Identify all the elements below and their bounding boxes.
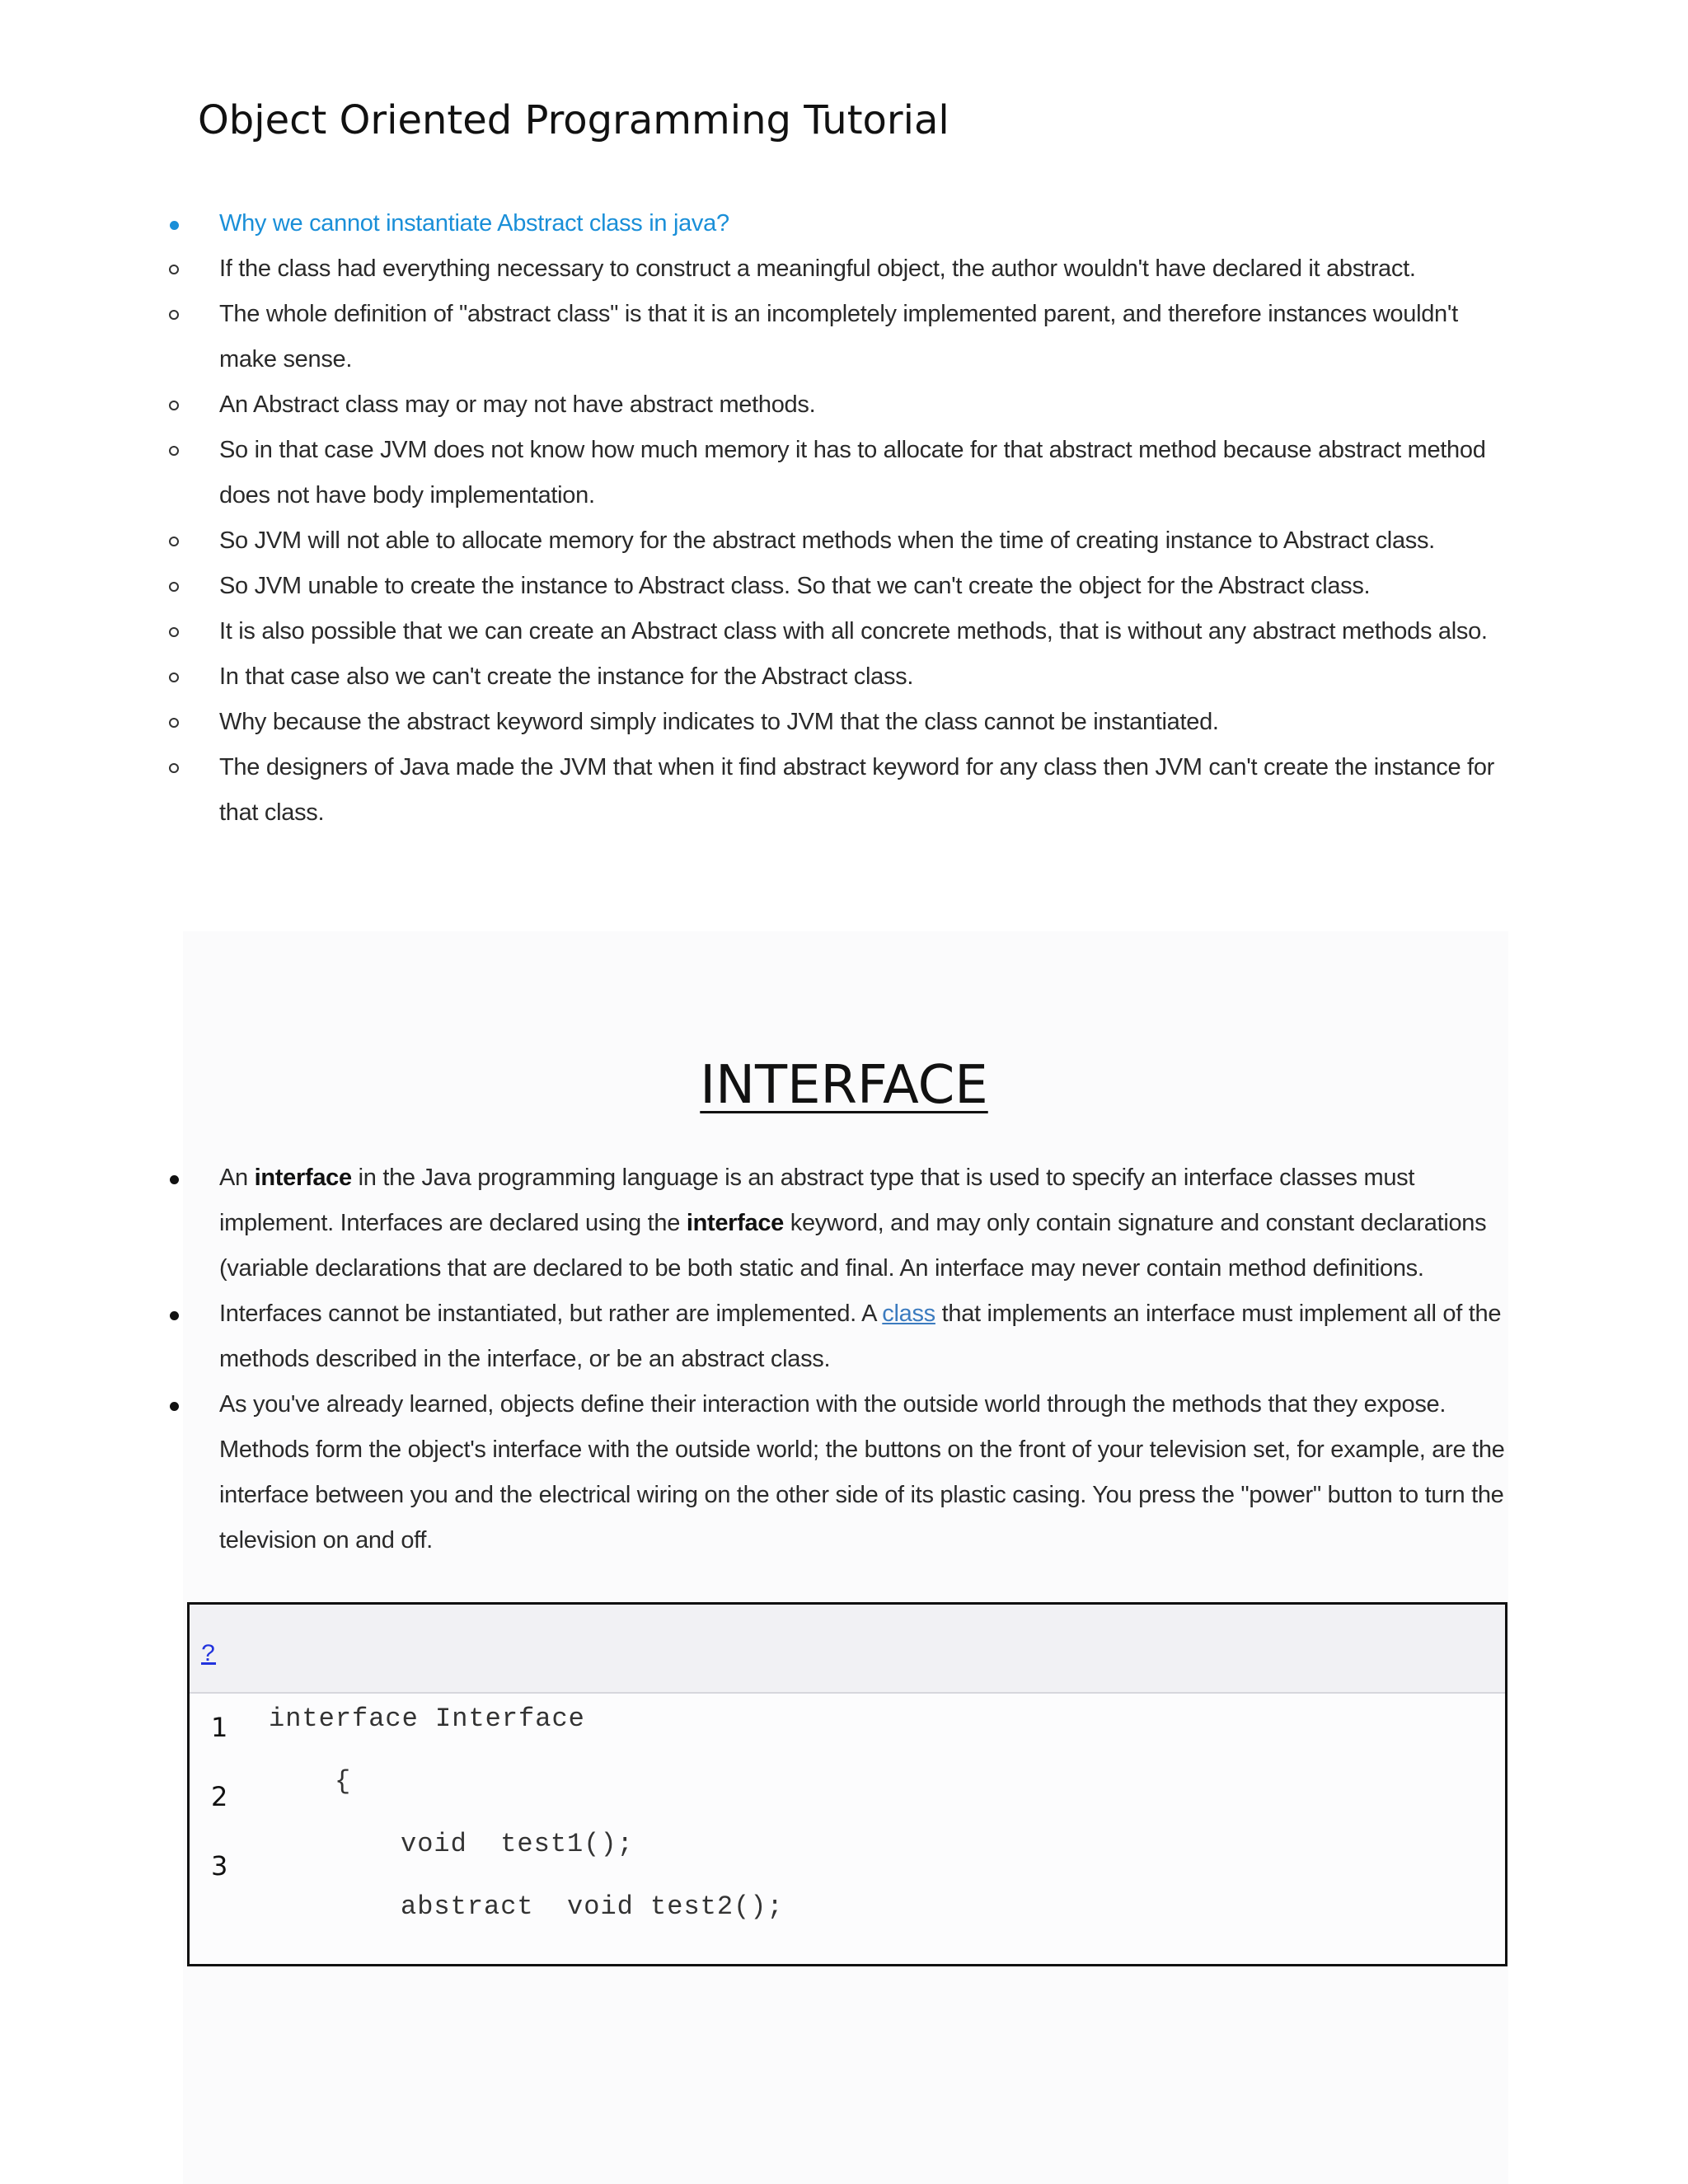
abstract-faq-list <box>165 201 1517 836</box>
faq-question[interactable] <box>165 201 1517 246</box>
bullet-circle-icon <box>169 718 179 728</box>
answer-item <box>165 246 1517 292</box>
code-line: void test1(); <box>401 1829 634 1859</box>
answer-item <box>165 700 1517 745</box>
text-segment: An <box>219 1165 255 1191</box>
bullet-dot-icon <box>170 1175 179 1184</box>
faq-question-text[interactable]: Why we cannot instantiate Abstract class in java? <box>219 210 729 237</box>
answer-item <box>165 382 1517 428</box>
answer-item <box>165 518 1517 564</box>
bullet-circle-icon <box>169 582 179 592</box>
bullet-circle-icon <box>169 537 179 546</box>
bullet-circle-icon <box>169 310 179 320</box>
text-segment: in the Java programming language is an abstract type that is used to specify an interface classes must implement. Interfaces are declared using the <box>219 1165 1415 1236</box>
answer-text: So JVM will not able to allocate memory for the abstract methods when the time of creating instance to Abstract class. <box>219 527 1435 554</box>
bullet-circle-icon <box>169 763 179 773</box>
answer-text: Why because the abstract keyword simply indicates to JVM that the class cannot be instantiated. <box>219 709 1219 735</box>
bullet-circle-icon <box>169 446 179 456</box>
bullet-circle-icon <box>169 673 179 682</box>
code-block <box>187 1602 1507 1966</box>
answer-item <box>165 745 1517 836</box>
answer-text: If the class had everything necessary to construct a meaningful object, the author wouldn't have declared it abstract. <box>219 255 1416 282</box>
answer-item <box>165 428 1517 518</box>
bullet-dot-icon <box>170 1402 179 1411</box>
answer-text: An Abstract class may or may not have abstract methods. <box>219 391 816 418</box>
answer-text: So JVM unable to create the instance to Abstract class. So that we can't create the object for the Abstract class. <box>219 573 1371 599</box>
keyword-interface: interface <box>686 1210 784 1236</box>
line-number: 2 <box>211 1781 228 1812</box>
answer-text: The designers of Java made the JVM that when it find abstract keyword for any class then JVM can't create the instance for that class. <box>219 754 1495 826</box>
code-toolbar <box>190 1605 1505 1694</box>
answer-item <box>165 654 1517 700</box>
answer-text: So in that case JVM does not know how much memory it has to allocate for that abstract method because abstract method does not have body implementation. <box>219 437 1486 509</box>
document-title: Object Oriented Programming Tutorial <box>198 97 950 143</box>
class-link[interactable]: class <box>882 1301 935 1327</box>
answer-text: It is also possible that we can create an Abstract class with all concrete methods, that is without any abstract methods also. <box>219 618 1488 644</box>
keyword-interface: interface <box>254 1165 352 1191</box>
interface-heading: INTERFACE <box>700 1055 988 1116</box>
text-segment: keyword, and may only contain signature and constant declarations (variable declarations that are declared to be both static and final. An interface may never contain method definitions. <box>219 1210 1487 1282</box>
interface-paragraph <box>165 1382 1517 1563</box>
text-segment: As you've already learned, objects define their interaction with the outside world through the methods that they expose. Methods form the object's interface with the outside world; the buttons on the front of your television set, for example, are the interface between you and the electrical wiring on the other side of its plastic casing. You press the "power" button to turn the television on and off. <box>219 1391 1505 1554</box>
code-line: interface Interface <box>269 1704 585 1734</box>
code-line: { <box>335 1766 352 1797</box>
interface-list <box>165 1155 1517 1563</box>
answer-item <box>165 292 1517 382</box>
bullet-dot-icon <box>170 1311 179 1320</box>
line-number: 1 <box>211 1712 228 1743</box>
answer-item <box>165 609 1517 654</box>
help-link[interactable]: ? <box>201 1641 217 1669</box>
interface-paragraph <box>165 1291 1517 1382</box>
interface-paragraph <box>165 1155 1517 1291</box>
bullet-circle-icon <box>169 627 179 637</box>
line-number: 3 <box>211 1850 228 1882</box>
bullet-circle-icon <box>169 265 179 274</box>
bullet-circle-icon <box>169 401 179 410</box>
code-line: abstract void test2(); <box>401 1891 784 1922</box>
text-segment: that implements an interface must implement all of the methods described in the interface, or be an abstract class. <box>219 1301 1502 1372</box>
text-segment: Interfaces cannot be instantiated, but rather are implemented. A <box>219 1301 883 1327</box>
answer-text: The whole definition of "abstract class" is that it is an incompletely implemented parent, and therefore instances wouldn't make sense. <box>219 301 1458 373</box>
answer-item <box>165 564 1517 609</box>
bullet-dot-icon <box>170 221 179 230</box>
answer-text: In that case also we can't create the instance for the Abstract class. <box>219 663 914 690</box>
